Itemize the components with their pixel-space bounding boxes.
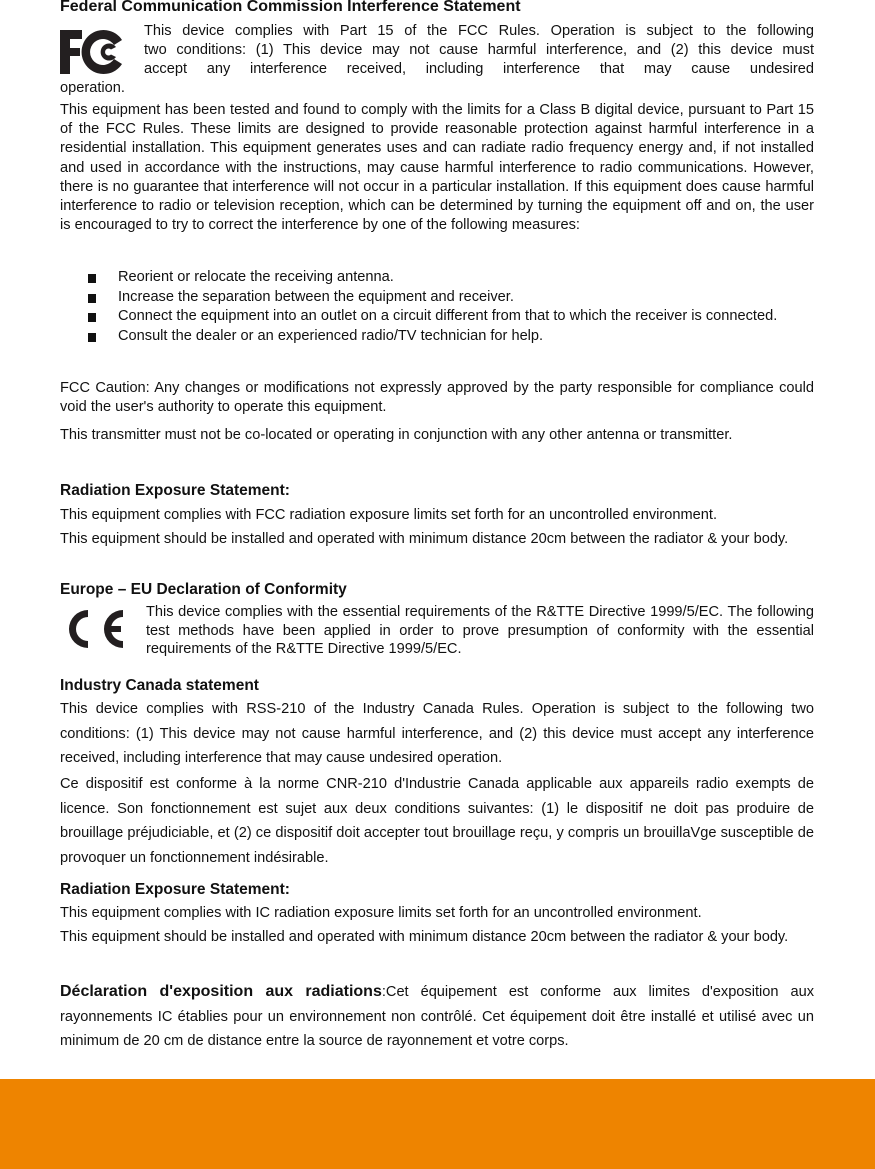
- fcc-title: Federal Communication Commission Interference Statement: [60, 0, 521, 15]
- ce-mark-icon: [60, 606, 128, 652]
- bullet-square-icon: [88, 274, 96, 283]
- eu-text: This device complies with the essential requirements of the R&TTE Directive 1999/5/EC. The following test methods have been applied in order to prove presumption of conformity with the essential requirements of the R&TTE Directive 1999/5/EC.: [146, 604, 814, 657]
- fcc-radiation-heading: Radiation Exposure Statement:: [60, 482, 290, 499]
- ic-radiation-fr: [60, 980, 814, 1054]
- fcc-intro-line: This device complies with Part 15 of the FCC Rules. Operation is subject to the following: [144, 23, 814, 39]
- fcc-body: This equipment has been tested and found to comply with the limits for a Class B digital device, pursuant to Part 15 of the FCC Rules. These limits are designed to provide reasonable protection against harmful interference in a residential installation. This equipment generates uses and can radiate radio frequency energy and, if not installed and used in accordance with the instructions, may cause harmful interference to radio communications. However, there is no guarantee that interference will not occur in a particular installation. If this equipment does cause harmful interference to radio or television reception, which can be determined by turning the equipment off and on, the user is encouraged to try to correct the interference by one of the following measures:: [60, 102, 814, 234]
- ic-radiation-heading: Radiation Exposure Statement:: [60, 881, 290, 898]
- fcc-measures-list: [88, 268, 788, 346]
- bullet-square-icon: [88, 333, 96, 342]
- ic-heading: Industry Canada statement: [60, 677, 259, 694]
- fcc-radiation-line1: This equipment complies with FCC radiation exposure limits set forth for an uncontrolled environment.: [60, 507, 718, 523]
- ic-radiation-line1: This equipment complies with IC radiation exposure limits set forth for an uncontrolled environment.: [60, 905, 702, 921]
- bullet-square-icon: [88, 294, 96, 303]
- list-item-text: Reorient or relocate the receiving antenna.: [118, 269, 394, 285]
- fcc-intro: [144, 22, 814, 79]
- fcc-intro-tail: operation.: [60, 80, 125, 96]
- list-item: [88, 307, 778, 327]
- list-item-text: Connect the equipment into an outlet on a circuit different from that to which the receiver is connected.: [118, 308, 778, 324]
- list-item: [88, 327, 788, 347]
- list-item: [88, 268, 788, 288]
- fcc-radiation-line2: This equipment should be installed and operated with minimum distance 20cm between the radiator & your body.: [60, 531, 789, 547]
- ic-radiation-fr-heading: Déclaration d'exposition aux radiations: [60, 983, 382, 1000]
- fcc-colocation: This transmitter must not be co-located or operating in conjunction with any other antenna or transmitter.: [60, 427, 733, 443]
- eu-heading: Europe – EU Declaration of Conformity: [60, 581, 347, 598]
- bullet-square-icon: [88, 313, 96, 322]
- ic-english: This device complies with RSS-210 of the Industry Canada Rules. Operation is subject to the following two conditions: (1) This device may not cause harmful interference, and (2) this device must accept any interference received, including interference that may cause undesired operation.: [60, 701, 814, 766]
- footer-band: [0, 1079, 875, 1169]
- ic-french: Ce dispositif est conforme à la norme CNR-210 d'Industrie Canada applicable aux appareils radio exempts de licence. Son fonctionnement est sujet aux deux conditions suivantes: (1) le dispositif ne doit pas produire de brouillage préjudiciable, et (2) ce dispositif doit accepter tout brouillage reçu, y compris un brouillaVge susceptible de provoquer un fonctionnement indésirable.: [60, 776, 814, 866]
- list-item: [88, 288, 788, 308]
- list-item-text: Consult the dealer or an experienced radio/TV technician for help.: [118, 327, 544, 344]
- fcc-intro-line: two conditions: (1) This device may not cause harmful interference, and (2) this device must: [144, 42, 814, 58]
- fcc-logo-icon: [60, 28, 124, 76]
- list-item-text: Increase the separation between the equipment and receiver.: [118, 288, 514, 305]
- ic-radiation-fr-text: :Cet équipement est conforme aux limites d'exposition aux rayonnements IC établies pour un environnement non contrôlé. Cet équipement doit être installé et utilisé avec un minimum de 20 cm de distance entre la source de rayonnement et votre corps.: [60, 984, 814, 1049]
- fcc-intro-line: accept any interference received, including interference that may cause undesired: [144, 61, 814, 77]
- ic-radiation-line2: This equipment should be installed and operated with minimum distance 20cm between the radiator & your body.: [60, 929, 789, 945]
- fcc-caution: FCC Caution: Any changes or modifications not expressly approved by the party responsible for compliance could void the user's authority to operate this equipment.: [60, 380, 814, 415]
